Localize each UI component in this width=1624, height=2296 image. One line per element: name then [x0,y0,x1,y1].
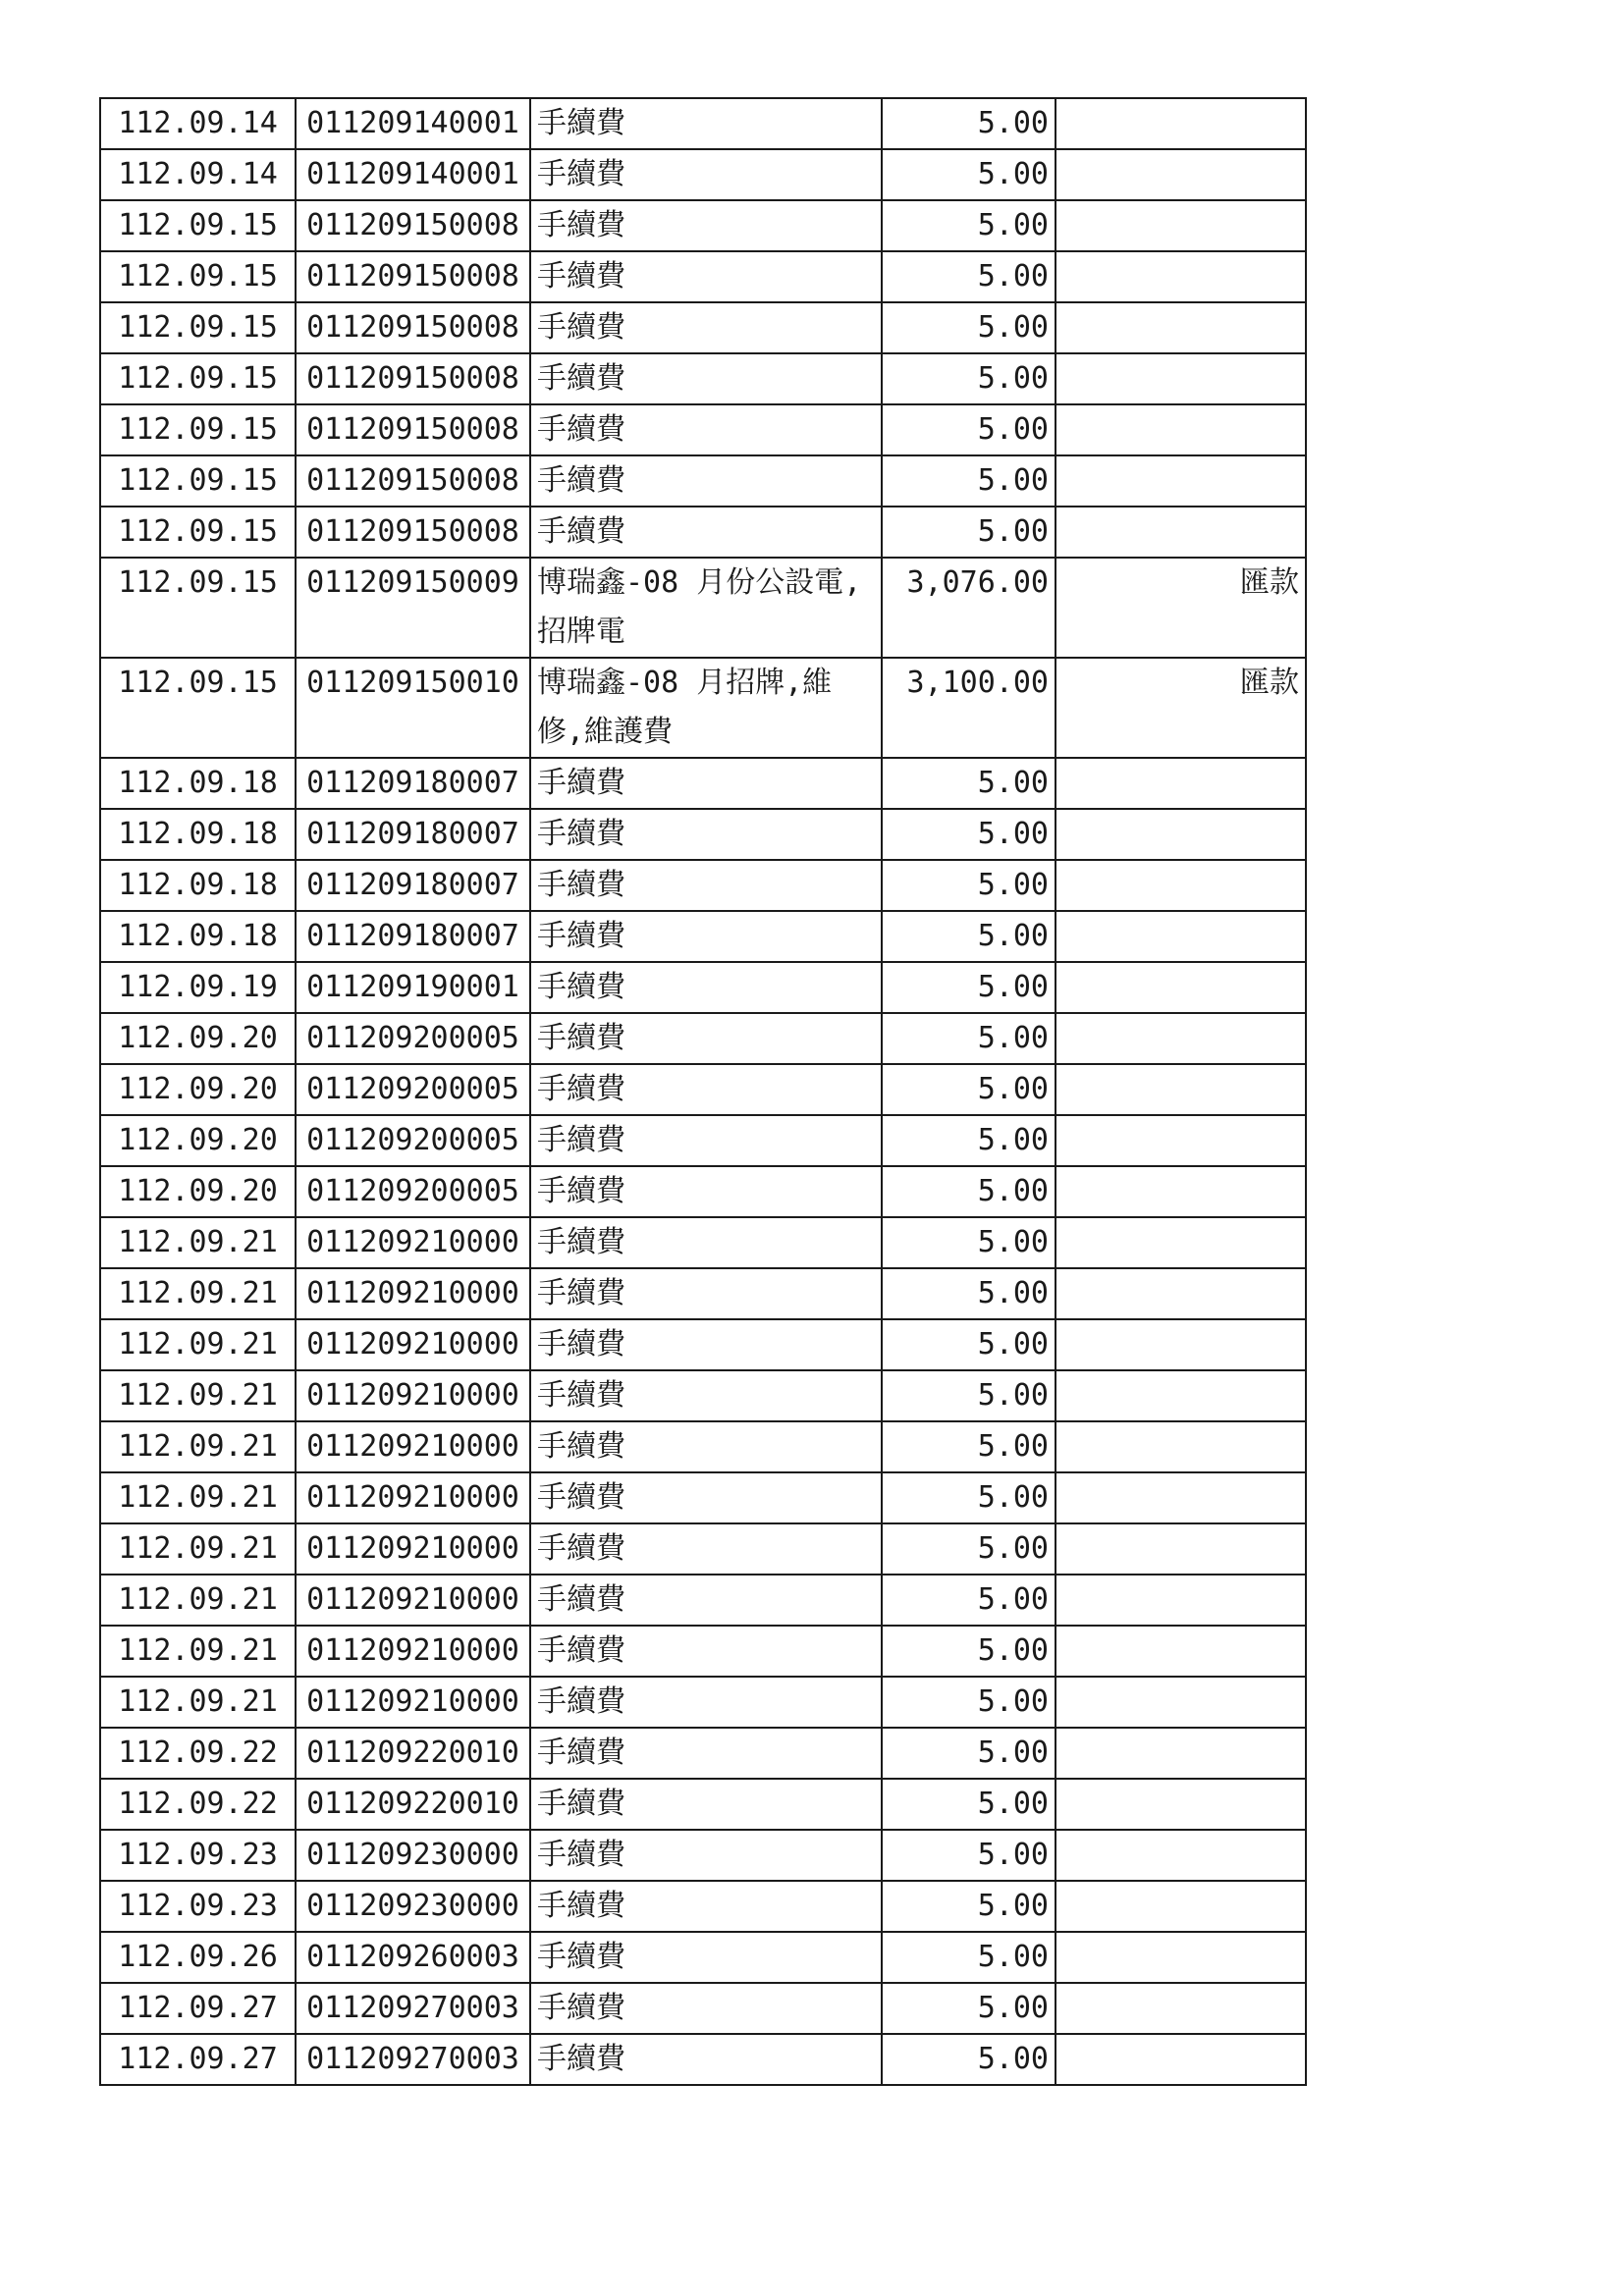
date-cell: 112.09.20 [100,1115,296,1166]
date-cell: 112.09.15 [100,404,296,455]
amount-cell: 5.00 [882,2034,1056,2085]
table-row [100,758,1306,809]
date-cell: 112.09.18 [100,911,296,962]
date-cell: 112.09.14 [100,149,296,200]
description-cell: 手續費 [530,200,882,251]
table-row [100,1064,1306,1115]
table-row [100,404,1306,455]
amount-cell: 5.00 [882,1370,1056,1421]
description-cell: 手續費 [530,1830,882,1881]
table-row [100,149,1306,200]
voucher-cell: 011209200005 [296,1013,530,1064]
table-row [100,200,1306,251]
table-row [100,860,1306,911]
table-row [100,1421,1306,1472]
table-row [100,1523,1306,1575]
description-cell: 手續費 [530,1677,882,1728]
description-cell: 手續費 [530,251,882,302]
note-cell [1056,1523,1306,1575]
voucher-cell: 011209210000 [296,1421,530,1472]
amount-cell: 5.00 [882,1626,1056,1677]
note-cell [1056,1115,1306,1166]
description-cell: 手續費 [530,962,882,1013]
voucher-cell: 011209150009 [296,558,530,658]
description-cell: 手續費 [530,1064,882,1115]
voucher-cell: 011209150008 [296,404,530,455]
note-cell [1056,1319,1306,1370]
voucher-cell: 011209150008 [296,251,530,302]
note-cell [1056,1728,1306,1779]
table-row [100,1268,1306,1319]
date-cell: 112.09.21 [100,1472,296,1523]
voucher-cell: 011209180007 [296,911,530,962]
description-cell: 手續費 [530,149,882,200]
table-row [100,507,1306,558]
date-cell: 112.09.22 [100,1728,296,1779]
date-cell: 112.09.18 [100,809,296,860]
amount-cell: 5.00 [882,1523,1056,1575]
table-row [100,809,1306,860]
description-cell: 手續費 [530,1626,882,1677]
note-cell [1056,1166,1306,1217]
description-cell: 手續費 [530,1319,882,1370]
amount-cell: 5.00 [882,809,1056,860]
table-row [100,353,1306,404]
table-row [100,1881,1306,1932]
voucher-cell: 011209150008 [296,507,530,558]
voucher-cell: 011209210000 [296,1319,530,1370]
description-cell: 博瑞鑫-08 月份公設電,招牌電 [530,558,882,658]
table-row [100,1319,1306,1370]
note-cell [1056,353,1306,404]
amount-cell: 5.00 [882,1472,1056,1523]
table-row [100,1932,1306,1983]
voucher-cell: 011209190001 [296,962,530,1013]
description-cell: 手續費 [530,1421,882,1472]
note-cell [1056,1677,1306,1728]
description-cell: 手續費 [530,1217,882,1268]
date-cell: 112.09.21 [100,1319,296,1370]
table-row [100,1472,1306,1523]
amount-cell: 5.00 [882,302,1056,353]
note-cell [1056,251,1306,302]
date-cell: 112.09.15 [100,558,296,658]
date-cell: 112.09.21 [100,1626,296,1677]
amount-cell: 3,076.00 [882,558,1056,658]
voucher-cell: 011209180007 [296,758,530,809]
note-cell [1056,98,1306,149]
date-cell: 112.09.21 [100,1523,296,1575]
table-row [100,1217,1306,1268]
note-cell [1056,860,1306,911]
voucher-cell: 011209150010 [296,658,530,758]
note-cell [1056,1268,1306,1319]
amount-cell: 5.00 [882,1575,1056,1626]
amount-cell: 5.00 [882,1779,1056,1830]
note-cell [1056,1983,1306,2034]
voucher-cell: 011209200005 [296,1166,530,1217]
date-cell: 112.09.21 [100,1421,296,1472]
date-cell: 112.09.15 [100,658,296,758]
date-cell: 112.09.15 [100,200,296,251]
amount-cell: 5.00 [882,149,1056,200]
table-row [100,1983,1306,2034]
description-cell: 手續費 [530,758,882,809]
amount-cell: 5.00 [882,1830,1056,1881]
table-row [100,1728,1306,1779]
amount-cell: 5.00 [882,353,1056,404]
amount-cell: 5.00 [882,911,1056,962]
date-cell: 112.09.22 [100,1779,296,1830]
description-cell: 手續費 [530,911,882,962]
amount-cell: 5.00 [882,507,1056,558]
date-cell: 112.09.26 [100,1932,296,1983]
note-cell [1056,809,1306,860]
voucher-cell: 011209210000 [296,1268,530,1319]
voucher-cell: 011209230000 [296,1881,530,1932]
amount-cell: 5.00 [882,1217,1056,1268]
voucher-cell: 011209260003 [296,1932,530,1983]
date-cell: 112.09.27 [100,2034,296,2085]
note-cell [1056,1370,1306,1421]
amount-cell: 5.00 [882,1677,1056,1728]
table-row [100,1830,1306,1881]
date-cell: 112.09.21 [100,1575,296,1626]
date-cell: 112.09.15 [100,353,296,404]
voucher-cell: 011209270003 [296,1983,530,2034]
voucher-cell: 011209270003 [296,2034,530,2085]
voucher-cell: 011209210000 [296,1677,530,1728]
note-cell: 匯款 [1056,558,1306,658]
date-cell: 112.09.15 [100,251,296,302]
note-cell [1056,962,1306,1013]
note-cell [1056,1575,1306,1626]
amount-cell: 5.00 [882,404,1056,455]
amount-cell: 3,100.00 [882,658,1056,758]
note-cell: 匯款 [1056,658,1306,758]
date-cell: 112.09.21 [100,1268,296,1319]
description-cell: 手續費 [530,302,882,353]
amount-cell: 5.00 [882,1728,1056,1779]
voucher-cell: 011209150008 [296,353,530,404]
voucher-cell: 011209210000 [296,1523,530,1575]
amount-cell: 5.00 [882,1881,1056,1932]
amount-cell: 5.00 [882,1166,1056,1217]
table-row [100,302,1306,353]
description-cell: 手續費 [530,1115,882,1166]
voucher-cell: 011209210000 [296,1575,530,1626]
amount-cell: 5.00 [882,455,1056,507]
description-cell: 手續費 [530,404,882,455]
table-row [100,455,1306,507]
description-cell: 博瑞鑫-08 月招牌,維修,維護費 [530,658,882,758]
voucher-cell: 011209140001 [296,98,530,149]
voucher-cell: 011209180007 [296,860,530,911]
date-cell: 112.09.21 [100,1677,296,1728]
note-cell [1056,1013,1306,1064]
note-cell [1056,1421,1306,1472]
voucher-cell: 011209150008 [296,302,530,353]
amount-cell: 5.00 [882,860,1056,911]
note-cell [1056,1881,1306,1932]
amount-cell: 5.00 [882,1319,1056,1370]
note-cell [1056,2034,1306,2085]
note-cell [1056,758,1306,809]
voucher-cell: 011209210000 [296,1217,530,1268]
note-cell [1056,302,1306,353]
date-cell: 112.09.21 [100,1370,296,1421]
amount-cell: 5.00 [882,1421,1056,1472]
table-row [100,658,1306,758]
table-row [100,98,1306,149]
description-cell: 手續費 [530,1370,882,1421]
amount-cell: 5.00 [882,962,1056,1013]
note-cell [1056,507,1306,558]
table-row [100,1677,1306,1728]
date-cell: 112.09.18 [100,860,296,911]
description-cell: 手續費 [530,507,882,558]
voucher-cell: 011209200005 [296,1115,530,1166]
voucher-cell: 011209150008 [296,200,530,251]
note-cell [1056,911,1306,962]
date-cell: 112.09.20 [100,1064,296,1115]
amount-cell: 5.00 [882,758,1056,809]
table-row [100,1779,1306,1830]
voucher-cell: 011209150008 [296,455,530,507]
table-row [100,1115,1306,1166]
date-cell: 112.09.14 [100,98,296,149]
table-row [100,1626,1306,1677]
table-row [100,1166,1306,1217]
amount-cell: 5.00 [882,98,1056,149]
note-cell [1056,455,1306,507]
description-cell: 手續費 [530,1523,882,1575]
description-cell: 手續費 [530,1881,882,1932]
date-cell: 112.09.27 [100,1983,296,2034]
voucher-cell: 011209210000 [296,1370,530,1421]
date-cell: 112.09.23 [100,1830,296,1881]
date-cell: 112.09.20 [100,1013,296,1064]
date-cell: 112.09.20 [100,1166,296,1217]
description-cell: 手續費 [530,1268,882,1319]
amount-cell: 5.00 [882,1115,1056,1166]
description-cell: 手續費 [530,1983,882,2034]
date-cell: 112.09.15 [100,507,296,558]
table-row [100,1370,1306,1421]
note-cell [1056,1626,1306,1677]
table-row [100,251,1306,302]
note-cell [1056,1472,1306,1523]
description-cell: 手續費 [530,860,882,911]
amount-cell: 5.00 [882,251,1056,302]
note-cell [1056,1779,1306,1830]
amount-cell: 5.00 [882,1064,1056,1115]
date-cell: 112.09.15 [100,455,296,507]
amount-cell: 5.00 [882,1932,1056,1983]
description-cell: 手續費 [530,1779,882,1830]
description-cell: 手續費 [530,1472,882,1523]
table-row [100,2034,1306,2085]
table-row [100,1575,1306,1626]
date-cell: 112.09.19 [100,962,296,1013]
description-cell: 手續費 [530,455,882,507]
table-row [100,558,1306,658]
voucher-cell: 011209140001 [296,149,530,200]
description-cell: 手續費 [530,1166,882,1217]
voucher-cell: 011209230000 [296,1830,530,1881]
description-cell: 手續費 [530,98,882,149]
description-cell: 手續費 [530,2034,882,2085]
note-cell [1056,404,1306,455]
amount-cell: 5.00 [882,200,1056,251]
note-cell [1056,1064,1306,1115]
ledger-table [99,97,1307,2086]
note-cell [1056,149,1306,200]
amount-cell: 5.00 [882,1983,1056,2034]
date-cell: 112.09.23 [100,1881,296,1932]
date-cell: 112.09.15 [100,302,296,353]
description-cell: 手續費 [530,1013,882,1064]
description-cell: 手續費 [530,809,882,860]
note-cell [1056,1932,1306,1983]
note-cell [1056,200,1306,251]
table-row [100,911,1306,962]
date-cell: 112.09.18 [100,758,296,809]
amount-cell: 5.00 [882,1268,1056,1319]
voucher-cell: 011209210000 [296,1626,530,1677]
voucher-cell: 011209180007 [296,809,530,860]
voucher-cell: 011209220010 [296,1779,530,1830]
amount-cell: 5.00 [882,1013,1056,1064]
description-cell: 手續費 [530,1575,882,1626]
table-row [100,962,1306,1013]
voucher-cell: 011209210000 [296,1472,530,1523]
voucher-cell: 011209200005 [296,1064,530,1115]
voucher-cell: 011209220010 [296,1728,530,1779]
table-row [100,1013,1306,1064]
note-cell [1056,1217,1306,1268]
description-cell: 手續費 [530,1932,882,1983]
description-cell: 手續費 [530,353,882,404]
note-cell [1056,1830,1306,1881]
ledger-body [100,98,1306,2085]
description-cell: 手續費 [530,1728,882,1779]
date-cell: 112.09.21 [100,1217,296,1268]
